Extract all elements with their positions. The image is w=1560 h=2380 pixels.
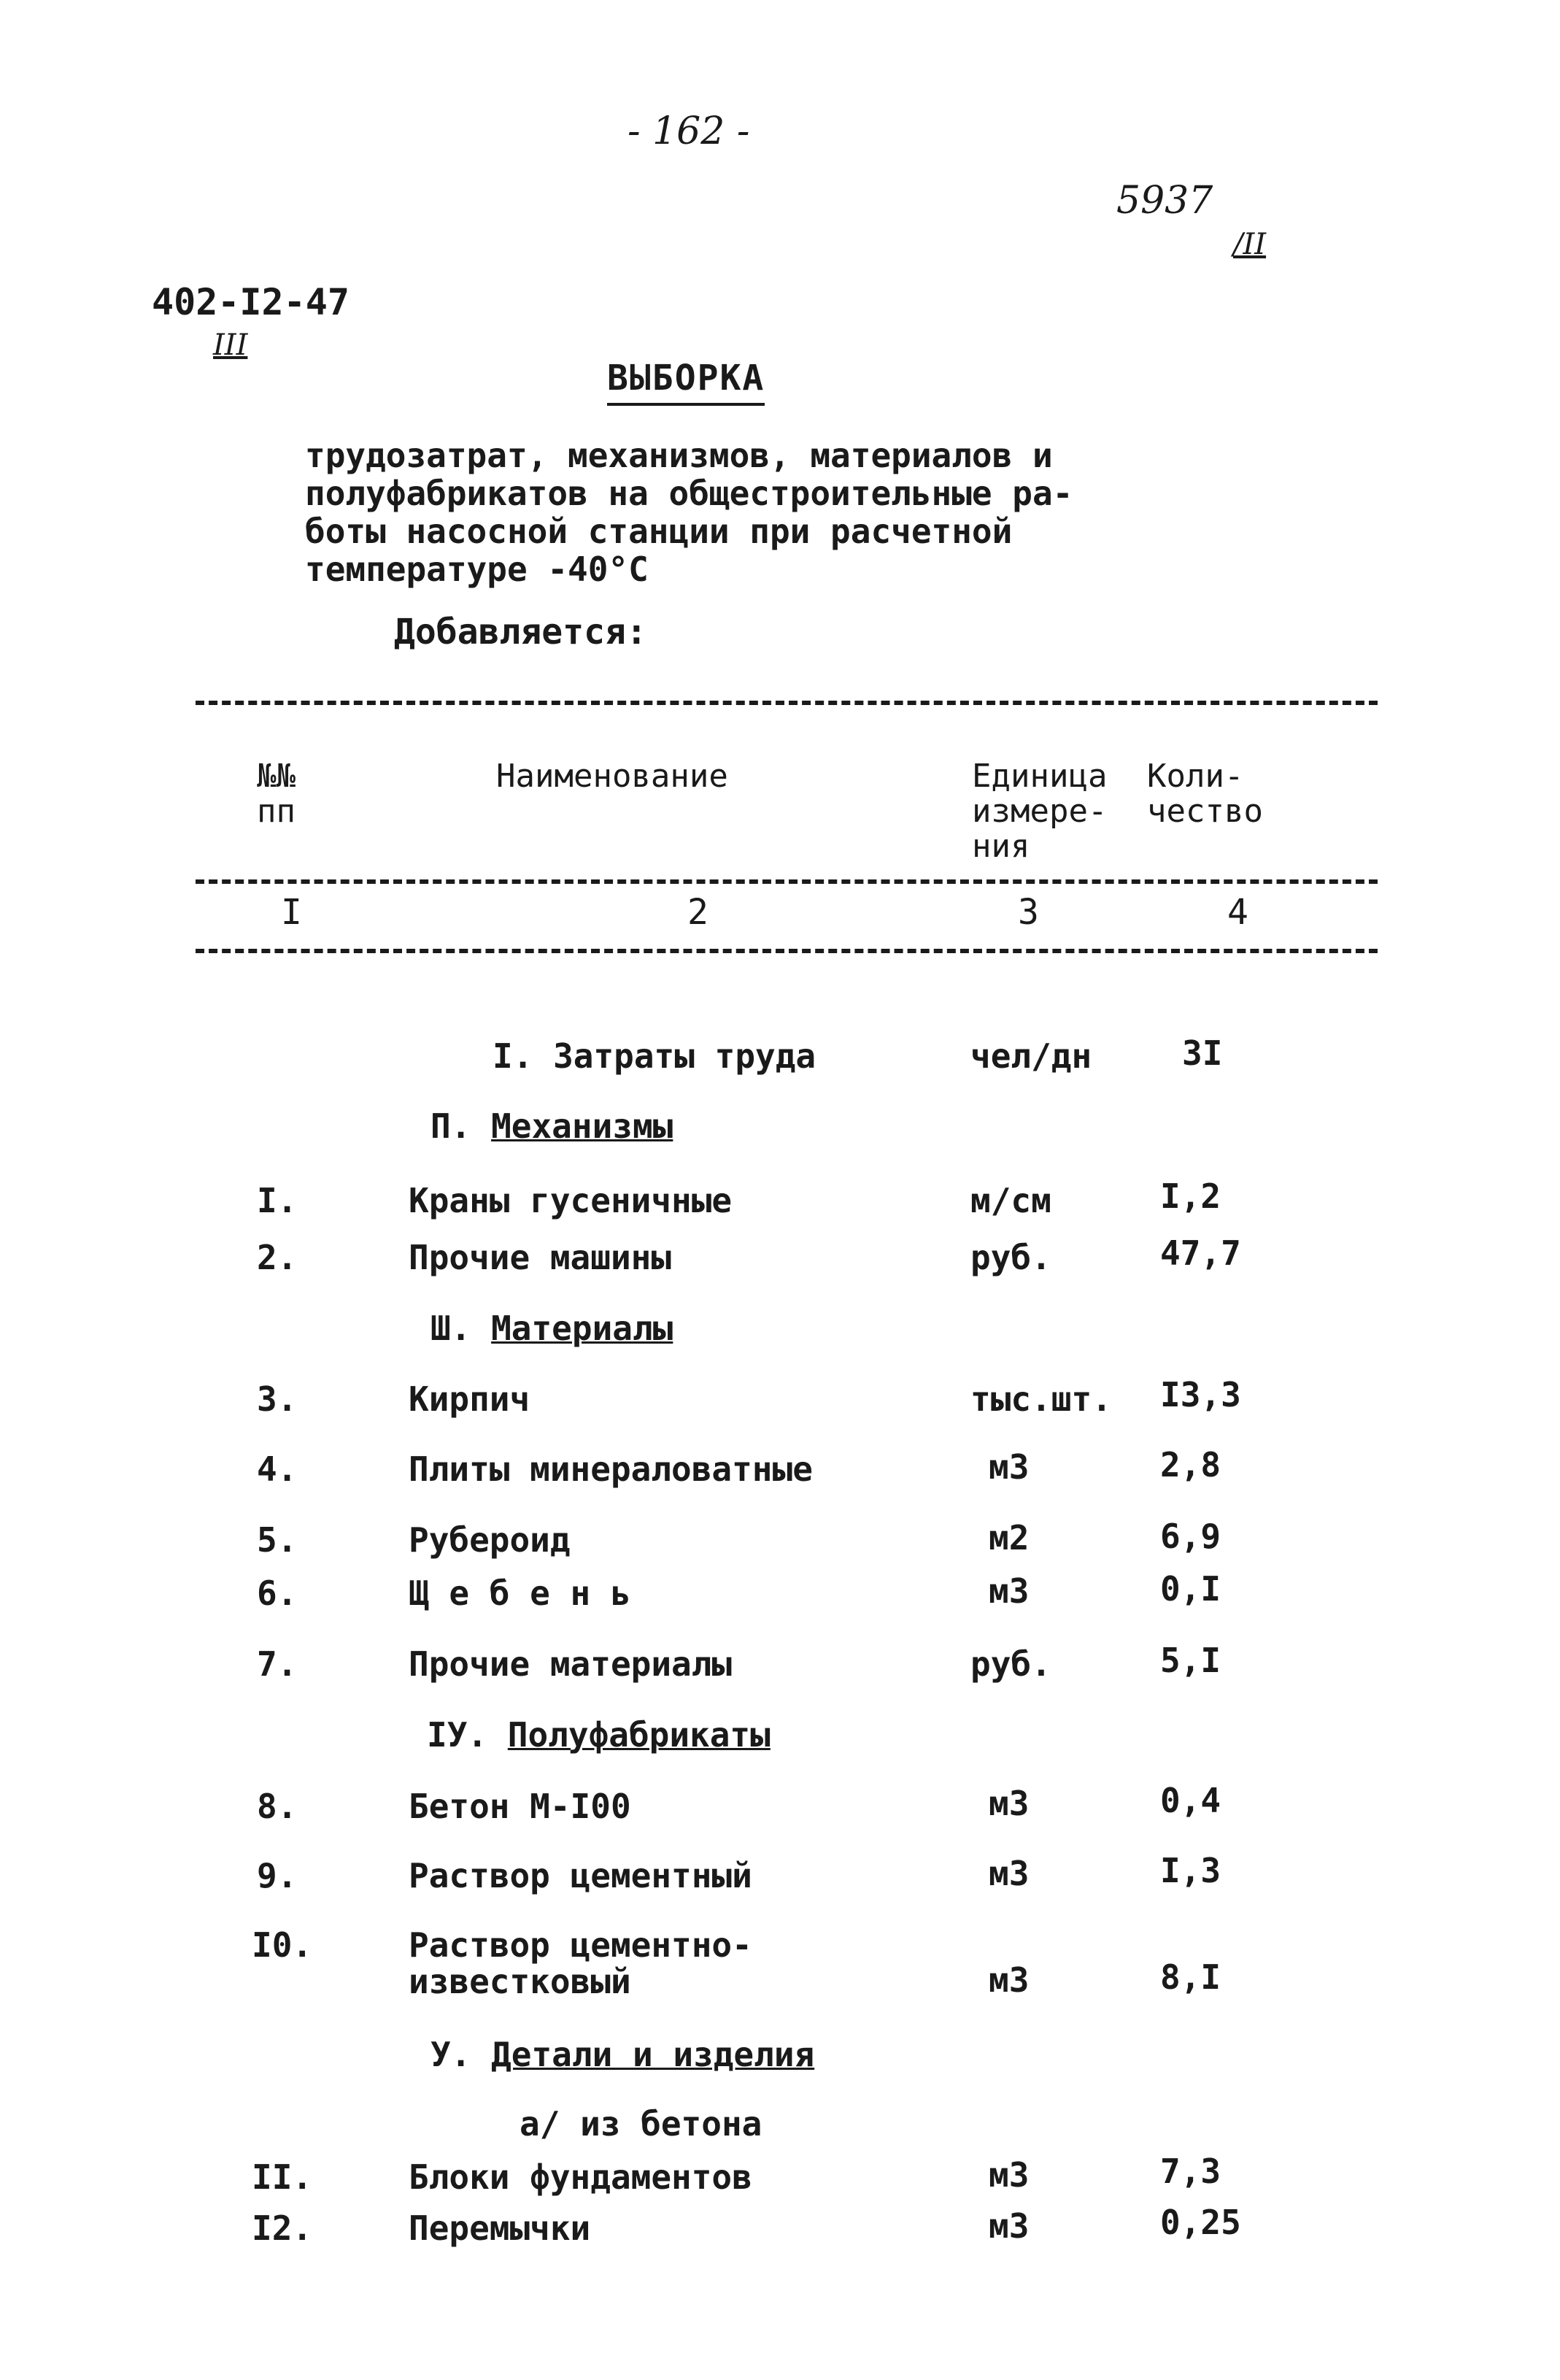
- row-unit: м/см: [970, 1181, 1051, 1220]
- row-name: Щ е б е н ь: [409, 1574, 631, 1613]
- row-quantity: I3,3: [1160, 1375, 1241, 1414]
- row-number: 3.: [257, 1379, 298, 1419]
- row-quantity: 47,7: [1160, 1233, 1241, 1273]
- row-quantity: I,2: [1160, 1176, 1221, 1216]
- row-number: I0.: [252, 1925, 313, 1965]
- section-heading-details: [430, 2036, 814, 2073]
- row-number: 7.: [257, 1644, 298, 1684]
- row-quantity: 5,I: [1160, 1641, 1221, 1680]
- labor-unit: чел/дн: [970, 1036, 1092, 1076]
- row-number: 5.: [257, 1520, 298, 1560]
- column-header-name: [496, 759, 728, 794]
- page-number: - 162 -: [628, 109, 750, 153]
- section-title: Детали и изделия: [491, 2035, 815, 2074]
- row-unit: тыс.шт.: [970, 1379, 1112, 1419]
- row-number: I.: [257, 1181, 298, 1220]
- column-number: 3: [1018, 892, 1039, 933]
- row-name: Блоки фундаментов: [409, 2157, 752, 2197]
- document-subtitle: [305, 436, 1144, 588]
- column-number: I: [281, 892, 302, 933]
- row-name: Кирпич: [409, 1379, 530, 1419]
- document-code: 402-I2-47: [152, 281, 350, 323]
- row-number: 6.: [257, 1574, 298, 1613]
- column-header-line: чество: [1147, 793, 1263, 830]
- subtitle-line: боты насосной станции при расчетной: [305, 512, 1013, 551]
- column-header-line: ния: [972, 828, 1030, 865]
- subtitle-line: полуфабрикатов на общестроительные ра-: [305, 474, 1073, 513]
- section-prefix: IУ.: [427, 1715, 488, 1755]
- row-name: Прочие машины: [409, 1238, 672, 1277]
- column-header-line: Наименование: [496, 758, 728, 795]
- labor-label: I. Затраты труда: [493, 1036, 816, 1076]
- handwritten-code-number: 5937: [1116, 179, 1213, 223]
- row-name: Прочие материалы: [409, 1644, 733, 1684]
- column-header-line: измере-: [972, 793, 1108, 830]
- column-header-line: Коли-: [1147, 758, 1244, 795]
- row-number: II.: [252, 2157, 313, 2197]
- column-header-quantity: [1147, 759, 1263, 829]
- section-heading-semi-finished: [427, 1717, 771, 1753]
- table-top-rule: [196, 701, 1378, 705]
- row-number: 9.: [257, 1856, 298, 1895]
- row-name: Раствор цементный: [409, 1856, 752, 1895]
- row-unit: м3: [989, 1784, 1030, 1823]
- row-number: 8.: [257, 1787, 298, 1826]
- row-unit: м3: [989, 1571, 1030, 1611]
- column-header-line: Единица: [972, 758, 1108, 795]
- row-quantity: 0,I: [1160, 1569, 1221, 1609]
- column-header-line: №№: [257, 758, 296, 795]
- row-quantity: 8,I: [1160, 1957, 1221, 1997]
- subtitle-line: трудозатрат, механизмов, материалов и: [305, 436, 1053, 475]
- added-label: Добавляется:: [394, 612, 647, 652]
- row-quantity: 0,25: [1160, 2203, 1241, 2242]
- row-unit: м3: [989, 2155, 1030, 2195]
- row-name: Бетон М-I00: [409, 1787, 631, 1826]
- row-name: Рубероид: [409, 1520, 571, 1560]
- row-number: 2.: [257, 1238, 298, 1277]
- section-heading-mechanisms: [430, 1108, 673, 1144]
- labor-quantity: 3I: [1182, 1033, 1223, 1073]
- table-header-rule: [196, 879, 1378, 884]
- row-quantity: I,3: [1160, 1851, 1221, 1890]
- row-name: Перемычки: [409, 2208, 591, 2248]
- row-quantity: 7,3: [1160, 2152, 1221, 2191]
- section-prefix: П.: [430, 1106, 471, 1146]
- handwritten-code-suffix: /II: [1233, 228, 1267, 261]
- row-name: Краны гусеничные: [409, 1181, 733, 1220]
- column-header-unit: [972, 759, 1107, 864]
- row-quantity: 2,8: [1160, 1445, 1221, 1484]
- row-name: Плиты минераловатные: [409, 1449, 813, 1489]
- section-title: Полуфабрикаты: [507, 1715, 771, 1755]
- row-unit: м3: [989, 1854, 1030, 1893]
- document-code-suffix: III: [213, 328, 248, 362]
- row-number: 4.: [257, 1449, 298, 1489]
- row-unit: м3: [989, 1447, 1030, 1487]
- column-number: 2: [687, 892, 708, 933]
- row-unit: м3: [989, 2206, 1030, 2246]
- row-number: I2.: [252, 2208, 313, 2248]
- section-title: Механизмы: [491, 1106, 673, 1146]
- subsection-heading-concrete: а/ из бетона: [520, 2104, 762, 2144]
- document-title: ВЫБОРКА: [607, 358, 765, 406]
- section-title: Материалы: [491, 1309, 673, 1348]
- section-heading-materials: [430, 1310, 673, 1347]
- row-unit: м3: [989, 1960, 1030, 2000]
- row-unit: руб.: [970, 1644, 1051, 1684]
- column-number: 4: [1227, 892, 1248, 933]
- row-unit: руб.: [970, 1238, 1051, 1277]
- table-column-number-rule: [196, 949, 1378, 953]
- row-name-line: известковый: [409, 1962, 631, 2001]
- row-quantity: 6,9: [1160, 1517, 1221, 1556]
- row-unit: м2: [989, 1518, 1030, 1557]
- section-prefix: Ш.: [430, 1309, 471, 1348]
- row-name-line: Раствор цементно-: [409, 1925, 752, 1965]
- row-quantity: 0,4: [1160, 1781, 1221, 1820]
- subtitle-line: температуре -40°С: [305, 550, 649, 589]
- row-name: [409, 1927, 752, 2000]
- column-header-line: пп: [257, 793, 296, 830]
- section-prefix: У.: [430, 2035, 471, 2074]
- column-header-number: [257, 759, 296, 829]
